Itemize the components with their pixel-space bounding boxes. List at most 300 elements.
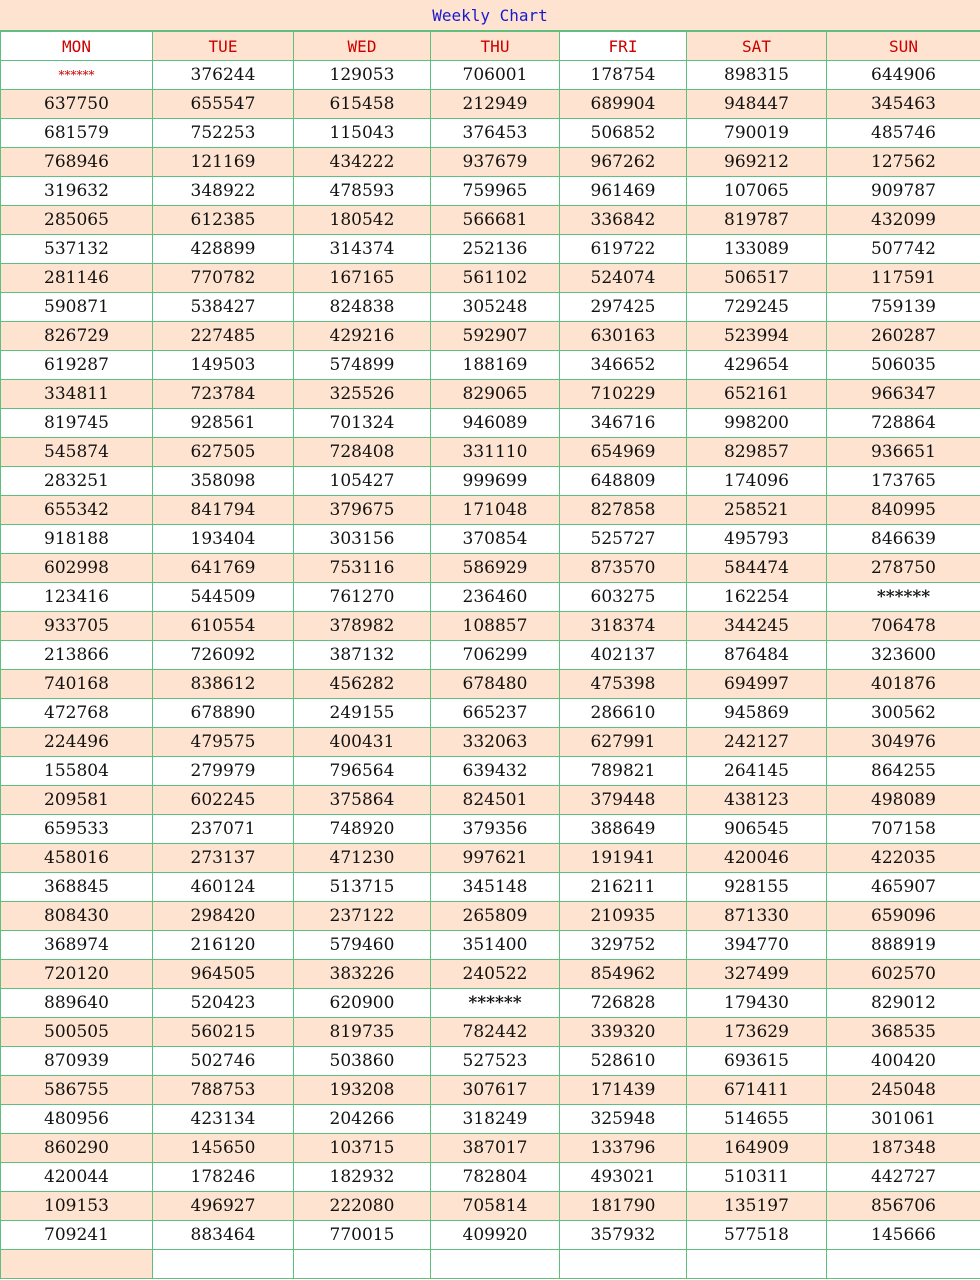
table-cell: 345463 (827, 90, 980, 119)
table-cell: 107065 (687, 177, 827, 206)
table-cell: 368845 (1, 873, 153, 902)
table-cell: 706478 (827, 612, 980, 641)
table-cell: 493021 (560, 1163, 687, 1192)
table-cell: 681579 (1, 119, 153, 148)
table-cell: 898315 (687, 61, 827, 90)
table-cell: 420046 (687, 844, 827, 873)
table-row (1, 148, 980, 177)
table-cell: 188169 (431, 351, 560, 380)
table-cell: 709241 (1, 1221, 153, 1250)
table-cell: 258521 (687, 496, 827, 525)
table-cell: 627991 (560, 728, 687, 757)
table-cell: 510311 (687, 1163, 827, 1192)
table-cell: 671411 (687, 1076, 827, 1105)
table-cell: 173629 (687, 1018, 827, 1047)
table-cell: 936651 (827, 438, 980, 467)
table-row (1, 844, 980, 873)
table-cell: 592907 (431, 322, 560, 351)
table-cell: 561102 (431, 264, 560, 293)
table-cell: 423134 (153, 1105, 294, 1134)
table-cell: 945869 (687, 699, 827, 728)
results-table (0, 31, 980, 1279)
header-row (1, 32, 980, 61)
table-cell: 796564 (294, 757, 431, 786)
table-cell: 819735 (294, 1018, 431, 1047)
table-cell: 329752 (560, 931, 687, 960)
table-cell: 789821 (560, 757, 687, 786)
table-cell: 759965 (431, 177, 560, 206)
table-cell: 829012 (827, 989, 980, 1018)
table-cell: 300562 (827, 699, 980, 728)
table-cell: 566681 (431, 206, 560, 235)
table-cell: 838612 (153, 670, 294, 699)
header-sun: SUN (827, 32, 980, 61)
table-row (1, 902, 980, 931)
table-cell: 339320 (560, 1018, 687, 1047)
table-cell: 964505 (153, 960, 294, 989)
table-row (1, 1192, 980, 1221)
table-cell: 602245 (153, 786, 294, 815)
table-row (1, 641, 980, 670)
table-cell: 928155 (687, 873, 827, 902)
table-cell: 264145 (687, 757, 827, 786)
table-cell: 162254 (687, 583, 827, 612)
table-cell: 478593 (294, 177, 431, 206)
table-cell: 808430 (1, 902, 153, 931)
table-cell: 620900 (294, 989, 431, 1018)
table-cell: 748920 (294, 815, 431, 844)
table-cell: 304976 (827, 728, 980, 757)
table-cell: 345148 (431, 873, 560, 902)
table-cell: 332063 (431, 728, 560, 757)
table-cell: 456282 (294, 670, 431, 699)
table-cell: 496927 (153, 1192, 294, 1221)
table-cell: 479575 (153, 728, 294, 757)
table-cell: 420044 (1, 1163, 153, 1192)
table-row (1, 438, 980, 467)
table-cell: 237122 (294, 902, 431, 931)
table-cell: 368535 (827, 1018, 980, 1047)
table-cell: 846639 (827, 525, 980, 554)
table-cell: 544509 (153, 583, 294, 612)
table-cell: 370854 (431, 525, 560, 554)
table-row (1, 873, 980, 902)
table-cell: 331110 (431, 438, 560, 467)
table-cell: 706299 (431, 641, 560, 670)
table-cell: 720120 (1, 960, 153, 989)
header-mon: MON (1, 32, 153, 61)
table-cell: 375864 (294, 786, 431, 815)
table-cell: 826729 (1, 322, 153, 351)
header-wed: WED (294, 32, 431, 61)
table-cell: 590871 (1, 293, 153, 322)
table-row (1, 177, 980, 206)
table-row (1, 90, 980, 119)
table-cell: 281146 (1, 264, 153, 293)
table-cell: 173765 (827, 467, 980, 496)
table-row (1, 235, 980, 264)
table-cell (1, 1250, 153, 1279)
table-cell: 145650 (153, 1134, 294, 1163)
table-cell: 346652 (560, 351, 687, 380)
table-cell: 602998 (1, 554, 153, 583)
table-cell: 394770 (687, 931, 827, 960)
table-cell: 318374 (560, 612, 687, 641)
table-cell: 619287 (1, 351, 153, 380)
table-cell: 545874 (1, 438, 153, 467)
table-cell: 824838 (294, 293, 431, 322)
table-cell: 824501 (431, 786, 560, 815)
table-row (1, 786, 980, 815)
table-cell: 819745 (1, 409, 153, 438)
table-cell: 586929 (431, 554, 560, 583)
table-row (1, 960, 980, 989)
table-cell: 260287 (827, 322, 980, 351)
table-cell: 319632 (1, 177, 153, 206)
table-cell: 827858 (560, 496, 687, 525)
table-cell: 325526 (294, 380, 431, 409)
table-row (1, 206, 980, 235)
table-row (1, 264, 980, 293)
table-cell (827, 1250, 980, 1279)
table-cell: 701324 (294, 409, 431, 438)
table-cell: 500505 (1, 1018, 153, 1047)
table-cell: 240522 (431, 960, 560, 989)
table-cell: 641769 (153, 554, 294, 583)
table-cell: 379675 (294, 496, 431, 525)
table-cell: ****** (431, 989, 560, 1018)
table-cell: 854962 (560, 960, 687, 989)
table-cell: 472768 (1, 699, 153, 728)
table-cell: 873570 (560, 554, 687, 583)
table-cell: 928561 (153, 409, 294, 438)
header-sat: SAT (687, 32, 827, 61)
table-cell: 179430 (687, 989, 827, 1018)
table-cell: 286610 (560, 699, 687, 728)
table-cell: 379356 (431, 815, 560, 844)
table-cell: 346716 (560, 409, 687, 438)
table-cell: ****** (1, 61, 153, 90)
table-cell: 273137 (153, 844, 294, 873)
table-cell: 252136 (431, 235, 560, 264)
table-cell (687, 1250, 827, 1279)
table-cell: 376453 (431, 119, 560, 148)
table-cell: 729245 (687, 293, 827, 322)
table-cell: 969212 (687, 148, 827, 177)
table-cell: 967262 (560, 148, 687, 177)
table-row (1, 670, 980, 699)
table-cell: 480956 (1, 1105, 153, 1134)
table-body (1, 61, 980, 1279)
table-cell: 117591 (827, 264, 980, 293)
table-cell: 619722 (560, 235, 687, 264)
table-cell: 637750 (1, 90, 153, 119)
table-cell: 209581 (1, 786, 153, 815)
table-cell: 740168 (1, 670, 153, 699)
table-cell: 871330 (687, 902, 827, 931)
table-cell: 109153 (1, 1192, 153, 1221)
table-cell: 108857 (431, 612, 560, 641)
table-cell: 761270 (294, 583, 431, 612)
table-row (1, 612, 980, 641)
table-cell: 909787 (827, 177, 980, 206)
table-cell: 344245 (687, 612, 827, 641)
table-cell: 584474 (687, 554, 827, 583)
table-cell: 790019 (687, 119, 827, 148)
table-cell: 227485 (153, 322, 294, 351)
table-cell: 630163 (560, 322, 687, 351)
table-cell: 788753 (153, 1076, 294, 1105)
table-cell: 728864 (827, 409, 980, 438)
table-cell: 171439 (560, 1076, 687, 1105)
table-cell: 655342 (1, 496, 153, 525)
table-cell: 876484 (687, 641, 827, 670)
table-cell: 860290 (1, 1134, 153, 1163)
table-cell: 639432 (431, 757, 560, 786)
table-cell: 503860 (294, 1047, 431, 1076)
table-cell: 180542 (294, 206, 431, 235)
table-cell: 707158 (827, 815, 980, 844)
table-cell: 610554 (153, 612, 294, 641)
table-cell: 654969 (560, 438, 687, 467)
table-cell: 678480 (431, 670, 560, 699)
table-cell: 249155 (294, 699, 431, 728)
table-cell: 303156 (294, 525, 431, 554)
table-cell: 298420 (153, 902, 294, 931)
table-row (1, 931, 980, 960)
table-cell: 502746 (153, 1047, 294, 1076)
table-cell: 615458 (294, 90, 431, 119)
table-row (1, 1047, 980, 1076)
table-cell: 182932 (294, 1163, 431, 1192)
table-cell: 400431 (294, 728, 431, 757)
header-thu: THU (431, 32, 560, 61)
table-cell: 387132 (294, 641, 431, 670)
table-cell: 498089 (827, 786, 980, 815)
table-cell: 946089 (431, 409, 560, 438)
table-cell: 889640 (1, 989, 153, 1018)
table-cell: 368974 (1, 931, 153, 960)
table-cell: 652161 (687, 380, 827, 409)
table-cell: 210935 (560, 902, 687, 931)
table-cell: 528610 (560, 1047, 687, 1076)
table-cell: 706001 (431, 61, 560, 90)
table-cell: 577518 (687, 1221, 827, 1250)
table-cell: 127562 (827, 148, 980, 177)
table-cell: 325948 (560, 1105, 687, 1134)
table-row (1, 496, 980, 525)
table-row (1, 119, 980, 148)
table-cell: 178246 (153, 1163, 294, 1192)
table-cell: 705814 (431, 1192, 560, 1221)
table-cell: 318249 (431, 1105, 560, 1134)
table-cell: 387017 (431, 1134, 560, 1163)
table-cell: 998200 (687, 409, 827, 438)
table-cell: 937679 (431, 148, 560, 177)
table-cell: 495793 (687, 525, 827, 554)
table-cell: 278750 (827, 554, 980, 583)
table-cell: 400420 (827, 1047, 980, 1076)
table-cell: 506035 (827, 351, 980, 380)
table-cell: 782804 (431, 1163, 560, 1192)
table-cell: 334811 (1, 380, 153, 409)
table-row (1, 380, 980, 409)
table-row (1, 1105, 980, 1134)
table-cell: 216120 (153, 931, 294, 960)
table-cell: 265809 (431, 902, 560, 931)
table-cell: 123416 (1, 583, 153, 612)
table-cell: 301061 (827, 1105, 980, 1134)
table-cell (153, 1250, 294, 1279)
table-cell: 279979 (153, 757, 294, 786)
table-cell: 603275 (560, 583, 687, 612)
table-cell: 525727 (560, 525, 687, 554)
table-cell: 523994 (687, 322, 827, 351)
table-row (1, 757, 980, 786)
table-cell: 770782 (153, 264, 294, 293)
table-row (1, 1250, 980, 1279)
table-cell: 513715 (294, 873, 431, 902)
table-cell: 178754 (560, 61, 687, 90)
header-fri: FRI (560, 32, 687, 61)
table-cell: 129053 (294, 61, 431, 90)
table-cell: 115043 (294, 119, 431, 148)
table-cell: 514655 (687, 1105, 827, 1134)
table-cell: 155804 (1, 757, 153, 786)
table-cell: 752253 (153, 119, 294, 148)
table-cell: 438123 (687, 786, 827, 815)
table-cell: 864255 (827, 757, 980, 786)
table-cell: 782442 (431, 1018, 560, 1047)
table-cell: 383226 (294, 960, 431, 989)
table-cell: 442727 (827, 1163, 980, 1192)
table-cell: 659096 (827, 902, 980, 931)
table-cell: 507742 (827, 235, 980, 264)
table-cell (560, 1250, 687, 1279)
table-cell (431, 1250, 560, 1279)
table-cell: 586755 (1, 1076, 153, 1105)
table-cell: 402137 (560, 641, 687, 670)
table-cell: 145666 (827, 1221, 980, 1250)
table-cell: 191941 (560, 844, 687, 873)
table-row (1, 583, 980, 612)
table-cell: 693615 (687, 1047, 827, 1076)
table-cell: 694997 (687, 670, 827, 699)
table-cell: 841794 (153, 496, 294, 525)
table-row (1, 322, 980, 351)
table-cell: 224496 (1, 728, 153, 757)
table-cell: 103715 (294, 1134, 431, 1163)
table-cell (294, 1250, 431, 1279)
table-row (1, 525, 980, 554)
table-cell: 768946 (1, 148, 153, 177)
table-cell: 149503 (153, 351, 294, 380)
table-cell: 401876 (827, 670, 980, 699)
table-cell: 723784 (153, 380, 294, 409)
table-cell: 432099 (827, 206, 980, 235)
table-cell: 471230 (294, 844, 431, 873)
table-row (1, 554, 980, 583)
table-cell: 133089 (687, 235, 827, 264)
table-cell: 181790 (560, 1192, 687, 1221)
table-cell: 351400 (431, 931, 560, 960)
table-cell: 174096 (687, 467, 827, 496)
table-cell: 689904 (560, 90, 687, 119)
table-cell: 655547 (153, 90, 294, 119)
table-cell: 906545 (687, 815, 827, 844)
table-cell: 376244 (153, 61, 294, 90)
table-cell: 524074 (560, 264, 687, 293)
table-cell: 283251 (1, 467, 153, 496)
table-cell: 888919 (827, 931, 980, 960)
table-cell: 242127 (687, 728, 827, 757)
table-cell: 602570 (827, 960, 980, 989)
table-cell: 409920 (431, 1221, 560, 1250)
table-cell: 336842 (560, 206, 687, 235)
table-cell: 297425 (560, 293, 687, 322)
table-cell: 237071 (153, 815, 294, 844)
table-cell: 458016 (1, 844, 153, 873)
table-cell: 434222 (294, 148, 431, 177)
table-cell: 465907 (827, 873, 980, 902)
table-cell: 538427 (153, 293, 294, 322)
table-cell: 193208 (294, 1076, 431, 1105)
table-cell: 388649 (560, 815, 687, 844)
table-cell: 428899 (153, 235, 294, 264)
table-row (1, 1134, 980, 1163)
table-cell: 204266 (294, 1105, 431, 1134)
table-cell: 193404 (153, 525, 294, 554)
table-cell: 327499 (687, 960, 827, 989)
table-row (1, 1163, 980, 1192)
table-cell: 999699 (431, 467, 560, 496)
table-cell: 819787 (687, 206, 827, 235)
table-cell: 187348 (827, 1134, 980, 1163)
header-tue: TUE (153, 32, 294, 61)
table-cell: 216211 (560, 873, 687, 902)
table-row (1, 989, 980, 1018)
table-cell: 358098 (153, 467, 294, 496)
table-cell: 506852 (560, 119, 687, 148)
table-row (1, 815, 980, 844)
table-cell: 829857 (687, 438, 827, 467)
table-cell: 167165 (294, 264, 431, 293)
table-row (1, 467, 980, 496)
table-cell: 627505 (153, 438, 294, 467)
table-cell: 236460 (431, 583, 560, 612)
table-cell: 212949 (431, 90, 560, 119)
table-cell: 164909 (687, 1134, 827, 1163)
table-cell: 997621 (431, 844, 560, 873)
table-cell: 829065 (431, 380, 560, 409)
table-cell: 171048 (431, 496, 560, 525)
table-cell: 659533 (1, 815, 153, 844)
table-cell: 485746 (827, 119, 980, 148)
table-cell: 665237 (431, 699, 560, 728)
table-cell: 883464 (153, 1221, 294, 1250)
table-row (1, 293, 980, 322)
table-cell: 429654 (687, 351, 827, 380)
table-cell: 961469 (560, 177, 687, 206)
table-cell: 574899 (294, 351, 431, 380)
table-cell: 429216 (294, 322, 431, 351)
table-cell: 323600 (827, 641, 980, 670)
table-cell: 933705 (1, 612, 153, 641)
table-cell: 348922 (153, 177, 294, 206)
table-cell: ****** (827, 583, 980, 612)
table-cell: 121169 (153, 148, 294, 177)
table-cell: 245048 (827, 1076, 980, 1105)
